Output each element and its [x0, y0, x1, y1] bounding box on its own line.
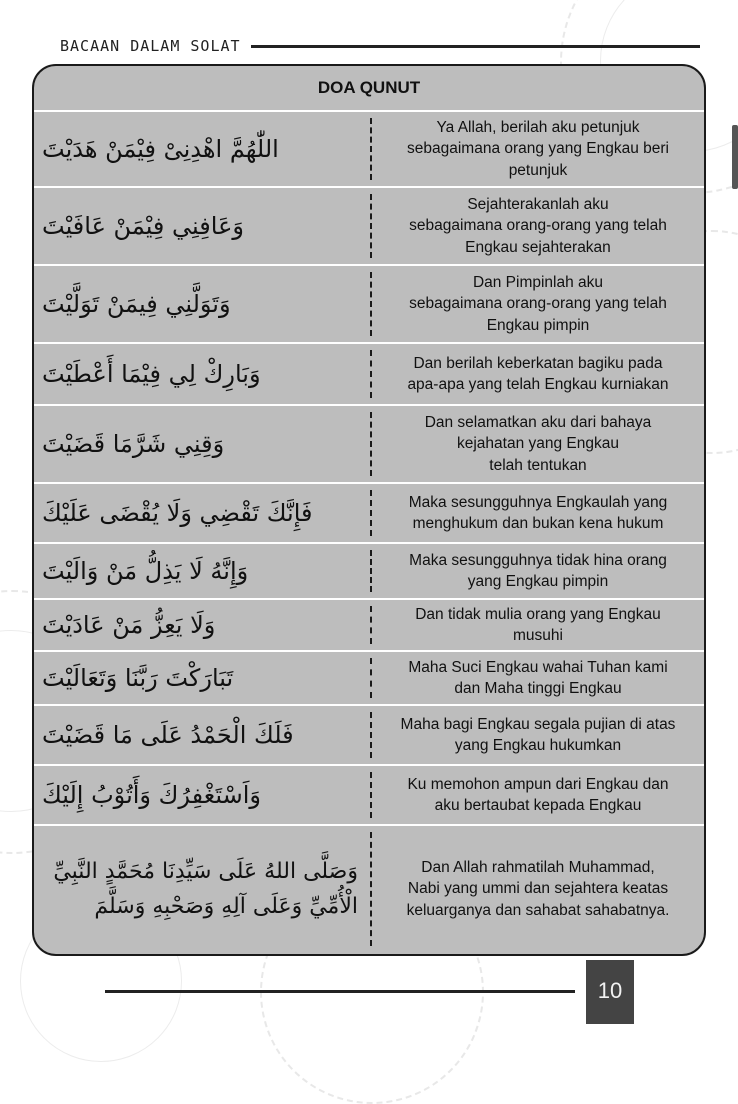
- page-footer: [105, 960, 735, 1024]
- page-header: [60, 36, 700, 56]
- translation-text: Maka sesungguhnya Engkaulah yang menghukum dan bukan kena hukum: [408, 493, 668, 532]
- header-title: BACAAN DALAM SOLAT: [60, 37, 241, 55]
- translation-text: Dan Pimpinlah aku sebagaimana orang-orang yang telah Engkau pimpin: [409, 273, 667, 334]
- translation-text: Ku memohon ampun dari Engkau dan aku bertaubat kepada Engkau: [407, 775, 669, 814]
- table-row: [34, 188, 704, 266]
- table-row: [34, 706, 704, 766]
- arabic-verse: اللّٰهُمَّ اهْدِنِىْ فِيْمَنْ هَدَيْتَ: [42, 134, 279, 163]
- arabic-verse: فَإِنَّكَ تَقْضِي وَلَا يُقْضَى عَلَيْكَ: [42, 498, 313, 527]
- arabic-verse: وَلَا يَعِزُّ مَنْ عَادَيْتَ: [42, 610, 216, 639]
- arabic-verse: وَعَافِنِي فِيْمَنْ عَافَيْتَ: [42, 211, 244, 240]
- table-row: [34, 826, 704, 952]
- table-row: [34, 406, 704, 484]
- arabic-verse: وَصَلَّى اللهُ عَلَى سَيِّدِنَا مُحَمَّدٍ النَّبِيِّ الْأُمِّيِّ وَعَلَى آلِهِ وَصَحْبِهِ وَسَلَّمَ: [53, 858, 358, 919]
- scrollbar-thumb[interactable]: [732, 125, 738, 189]
- translation-text: Dan berilah keberkatan bagiku pada apa-apa yang telah Engkau kurniakan: [407, 354, 669, 393]
- table-row: [34, 544, 704, 600]
- translation-text: Sejahterakanlah aku sebagaimana orang-orang yang telah Engkau sejahterakan: [409, 195, 667, 256]
- table-row: [34, 266, 704, 344]
- doa-qunut-table: [32, 64, 706, 956]
- translation-text: Maka sesungguhnya tidak hina orang yang Engkau pimpin: [409, 551, 667, 590]
- page-number: 10: [586, 960, 634, 1024]
- arabic-verse: وَقِنِي شَرَّمَا قَضَيْتَ: [42, 429, 225, 458]
- translation-text: Maha Suci Engkau wahai Tuhan kami dan Maha tinggi Engkau: [408, 658, 668, 697]
- table-title: DOA QUNUT: [34, 66, 704, 112]
- arabic-verse: وَإِنَّهُ لَا يَذِلُّ مَنْ وَالَيْتَ: [42, 556, 249, 585]
- arabic-verse: تَبَارَكْتَ رَبَّنَا وَتَعَالَيْتَ: [42, 663, 234, 692]
- arabic-verse: وَبَارِكْ لِي فِيْمَا أَعْطَيْتَ: [42, 359, 261, 388]
- header-rule: [251, 45, 700, 48]
- translation-text: Maha bagi Engkau segala pujian di atas yang Engkau hukumkan: [400, 715, 676, 754]
- translation-text: Ya Allah, berilah aku petunjuk sebagaimana orang yang Engkau beri petunjuk: [407, 118, 669, 179]
- table-row: [34, 766, 704, 826]
- arabic-verse: وَتَوَلَّنِي فِيمَنْ تَوَلَّيْتَ: [42, 289, 231, 318]
- arabic-verse: فَلَكَ الْحَمْدُ عَلَى مَا قَضَيْتَ: [42, 720, 294, 749]
- translation-text: Dan tidak mulia orang yang Engkau musuhi: [415, 605, 661, 644]
- table-row: [34, 484, 704, 544]
- translation-text: Dan selamatkan aku dari bahaya kejahatan yang Engkau telah tentukan: [424, 413, 652, 474]
- table-row: [34, 112, 704, 188]
- table-row: [34, 344, 704, 406]
- footer-rule: [105, 990, 575, 993]
- table-row: [34, 652, 704, 706]
- translation-text: Dan Allah rahmatilah Muhammad, Nabi yang ummi dan sejahtera keatas keluarganya dan sahabat sahabatnya.: [406, 858, 670, 919]
- table-row: [34, 600, 704, 652]
- arabic-verse: وَاَسْتَغْفِرُكَ وَأَتُوْبُ إِلَيْكَ: [42, 780, 261, 809]
